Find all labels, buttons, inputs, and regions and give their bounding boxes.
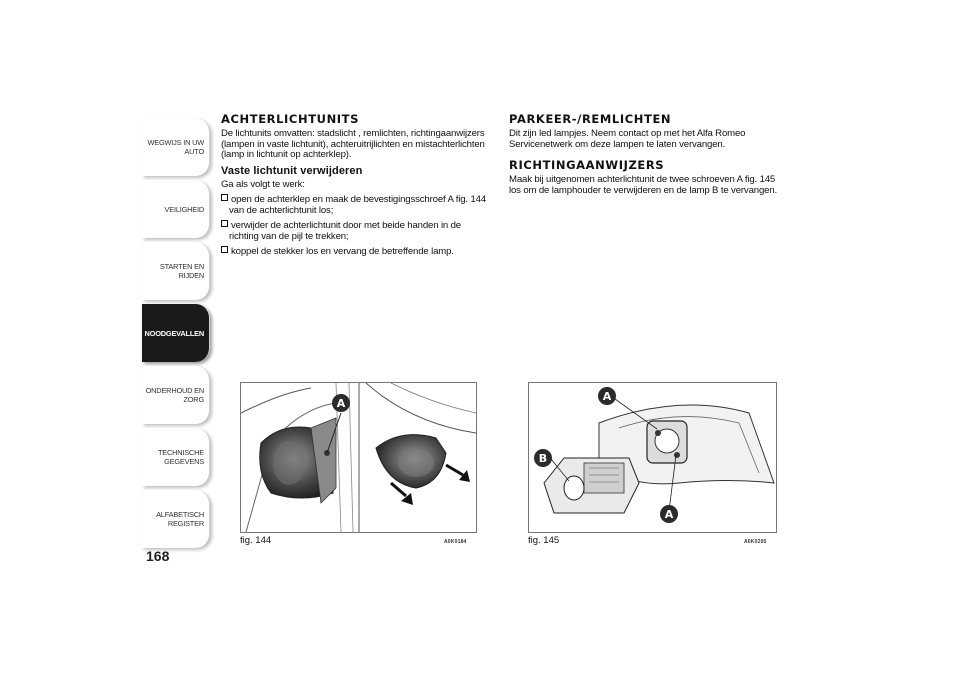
figure-145-caption: fig. 145 [528,535,560,546]
checkbox-icon [221,194,228,201]
step-item [221,194,493,216]
tab-label: STARTEN EN RIJDEN [159,262,204,280]
svg-text:B: B [538,452,548,465]
tab-technische[interactable] [142,428,210,486]
subheading: Vaste lichtunit verwijderen [221,164,363,177]
page-number: 168 [146,548,170,564]
callout-a [598,387,616,405]
step-item [221,246,493,258]
figure-145-illustration [529,383,776,532]
checkbox-icon [221,246,228,253]
step-text: koppel de stekker los en vervang de betreffende lamp. [231,246,454,257]
figure-144-illustration [241,383,476,532]
richting-text: Maak bij uitgenomen achterlichtunit de twee schroeven A fig. 145 los om de lamphouder te verwijderen en de lamp B te vervangen. [509,174,778,196]
tab-label: ONDERHOUD EN ZORG [145,386,204,404]
left-column [221,112,493,262]
section-heading: RICHTINGAANWIJZERS [509,158,665,172]
right-column [509,112,777,200]
svg-text:A: A [664,508,674,521]
tab-label: NOODGEVALLEN [144,328,204,338]
figure-144-caption: fig. 144 [240,535,272,546]
checkbox-icon [221,220,228,227]
tab-starten[interactable] [142,242,210,300]
section-heading: PARKEER-/REMLICHTEN [509,112,672,126]
figure-145 [528,382,777,533]
step-text: verwijder de achterlichtunit door met beide handen in de richting van de pijl te trekken; [229,220,461,242]
callout-a [332,394,350,412]
tab-label: ALFABETISCH REGISTER [156,510,204,528]
parkeer-text: Dit zijn led lampjes. Neem contact op met het Alfa Romeo Servicenetwerk om deze lampen te laten vervangen. [509,128,746,150]
callout-a-lower [660,505,678,523]
callout-b [534,449,552,467]
steps-intro: Ga als volgt te werk: [221,178,305,190]
tab-label: VEILIGHEID [164,204,204,214]
figure-145-code: A0K0205 [744,539,767,545]
tab-veiligheid[interactable] [142,180,210,238]
intro-text: De lichtunits omvatten: stadslicht , remlichten, richtingaanwijzers (lampen in vaste lichtunit), achteruitrijlichten en mistachterlichten (lamp in lichtunit op achterklep). [221,128,485,160]
step-item [221,220,493,242]
tab-register[interactable] [142,490,210,548]
svg-text:A: A [336,397,346,410]
tab-wegwijs[interactable] [142,118,210,176]
tab-noodgevallen[interactable] [142,304,210,362]
tab-label: TECHNISCHE GEGEVENS [157,448,204,466]
figure-144-code: A0K0184 [444,539,467,545]
step-text: open de achterklep en maak de bevestigingsschroef A fig. 144 van de achterlichtunit los; [229,194,487,216]
figure-144 [240,382,477,533]
section-heading: ACHTERLICHTUNITS [221,112,360,126]
tab-onderhoud[interactable] [142,366,210,424]
svg-text:A: A [602,390,612,403]
tab-label: WEGWIJS IN UW AUTO [147,138,204,156]
